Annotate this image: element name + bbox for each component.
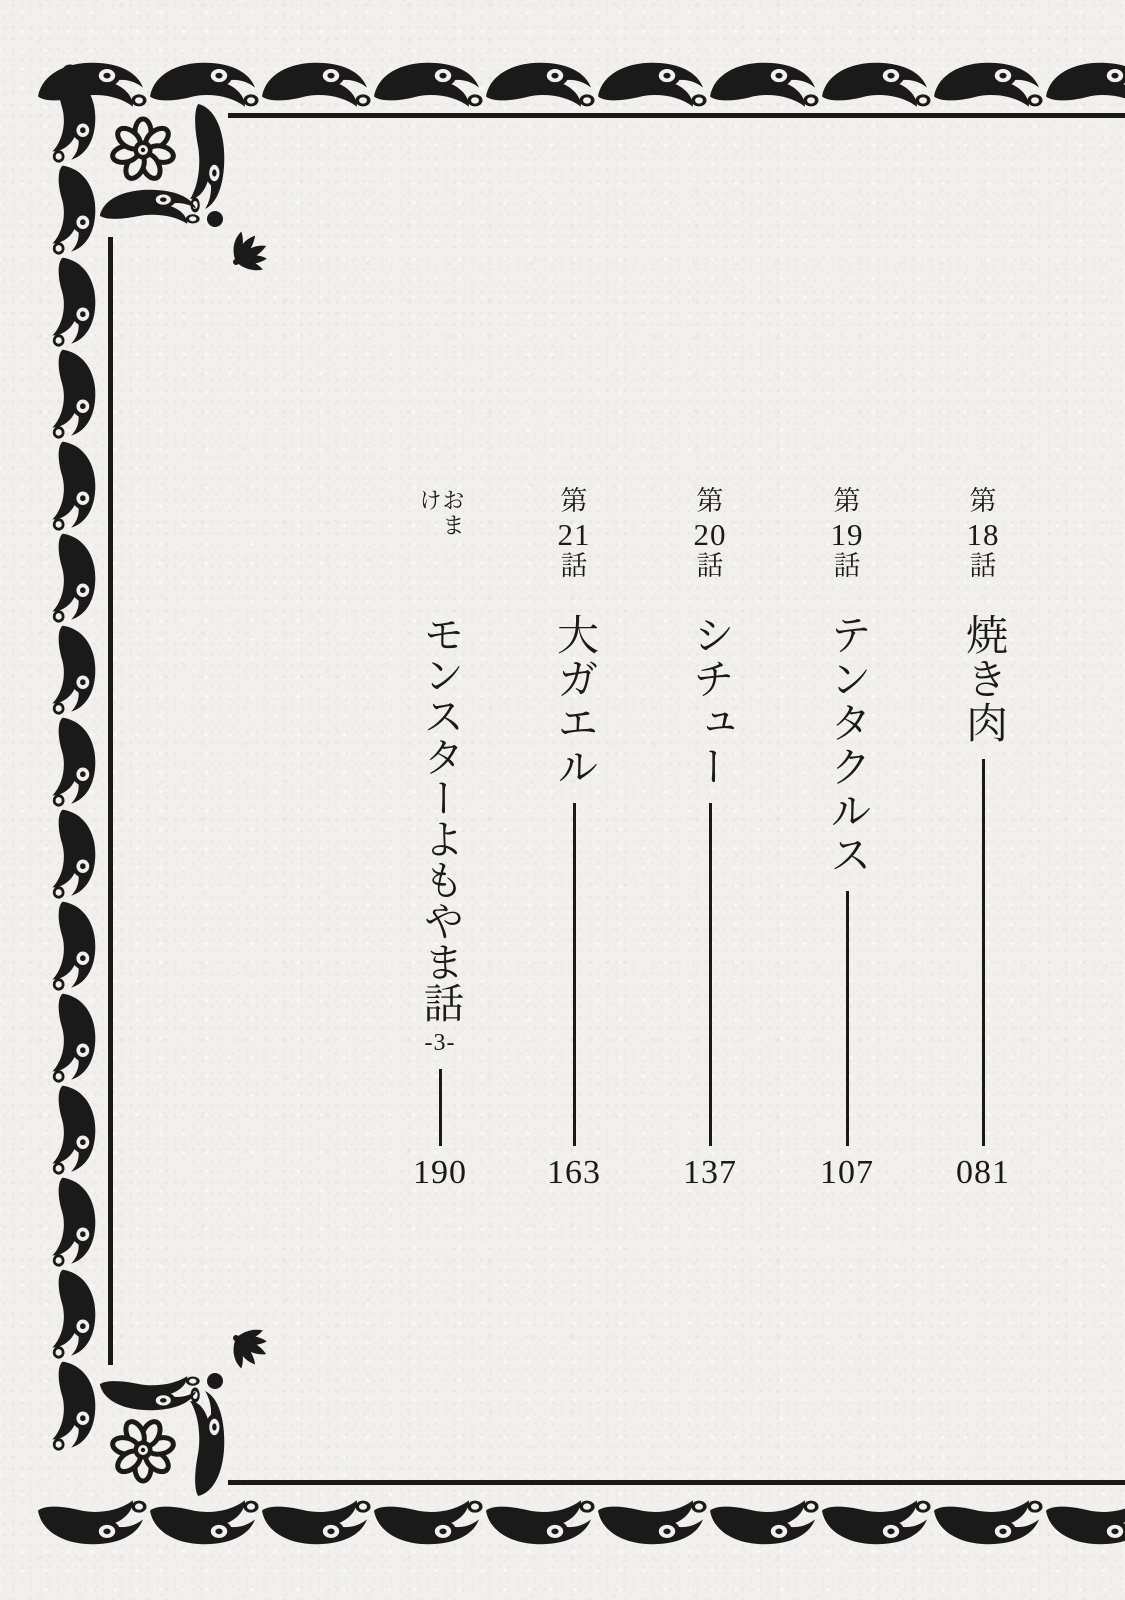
- chapter-prefix: 第: [833, 486, 861, 516]
- entry-title: シチュー: [687, 613, 733, 789]
- chapter-number: 21: [557, 516, 591, 552]
- title-suffix: -3-: [424, 1030, 456, 1056]
- chapter-suffix: 話: [560, 551, 588, 581]
- page-number: 107: [820, 1154, 874, 1191]
- leader-line: [439, 1069, 442, 1146]
- corner-flourish-top-left: [62, 65, 268, 273]
- entry-title: 焼き肉: [960, 613, 1006, 745]
- chapter-prefix: 第: [969, 486, 997, 516]
- entry-title: モンスターよもやま話: [417, 613, 464, 1023]
- chapter-suffix: 話: [969, 551, 997, 581]
- leader-line: [573, 803, 576, 1146]
- entry-title: 大ガエル: [551, 613, 597, 789]
- inner-rule-left: [108, 237, 113, 1365]
- leader-line: [982, 759, 985, 1146]
- leader-line: [709, 803, 712, 1146]
- toc-entry: [809, 488, 885, 1190]
- inner-rule-top: [228, 113, 1125, 118]
- chapter-suffix: 話: [833, 551, 861, 581]
- scroll-border-top: [38, 63, 1125, 107]
- chapter-number-label: [967, 488, 1000, 580]
- chapter-number: 20: [693, 516, 727, 552]
- entry-title: テンタクルス: [824, 613, 870, 877]
- inner-rule-bottom: [228, 1480, 1125, 1485]
- page-number: 081: [956, 1154, 1010, 1191]
- chapter-number-label: [694, 488, 727, 580]
- chapter-number: 18: [966, 516, 1000, 552]
- chapter-prefix: 第: [696, 486, 724, 516]
- leader-line: [846, 891, 849, 1146]
- chapter-suffix: 話: [696, 551, 724, 581]
- scroll-border-left: [52, 74, 95, 1451]
- chapter-number-label: [831, 488, 864, 580]
- scroll-border-bottom: [38, 1500, 1125, 1544]
- toc-entry: [672, 488, 748, 1190]
- chapter-prefix: 第: [560, 486, 588, 516]
- page-number: 163: [547, 1154, 601, 1191]
- omake-label: おまけ: [416, 488, 464, 538]
- toc-entry: [536, 488, 612, 1190]
- chapter-number-label: [558, 488, 591, 580]
- toc-entry: [945, 488, 1021, 1190]
- page-number: 190: [413, 1154, 467, 1191]
- toc-entry: [402, 488, 478, 1190]
- page-number: 137: [683, 1154, 737, 1191]
- chapter-number: 19: [830, 516, 864, 552]
- corner-flourish-bottom-left: [62, 1328, 268, 1536]
